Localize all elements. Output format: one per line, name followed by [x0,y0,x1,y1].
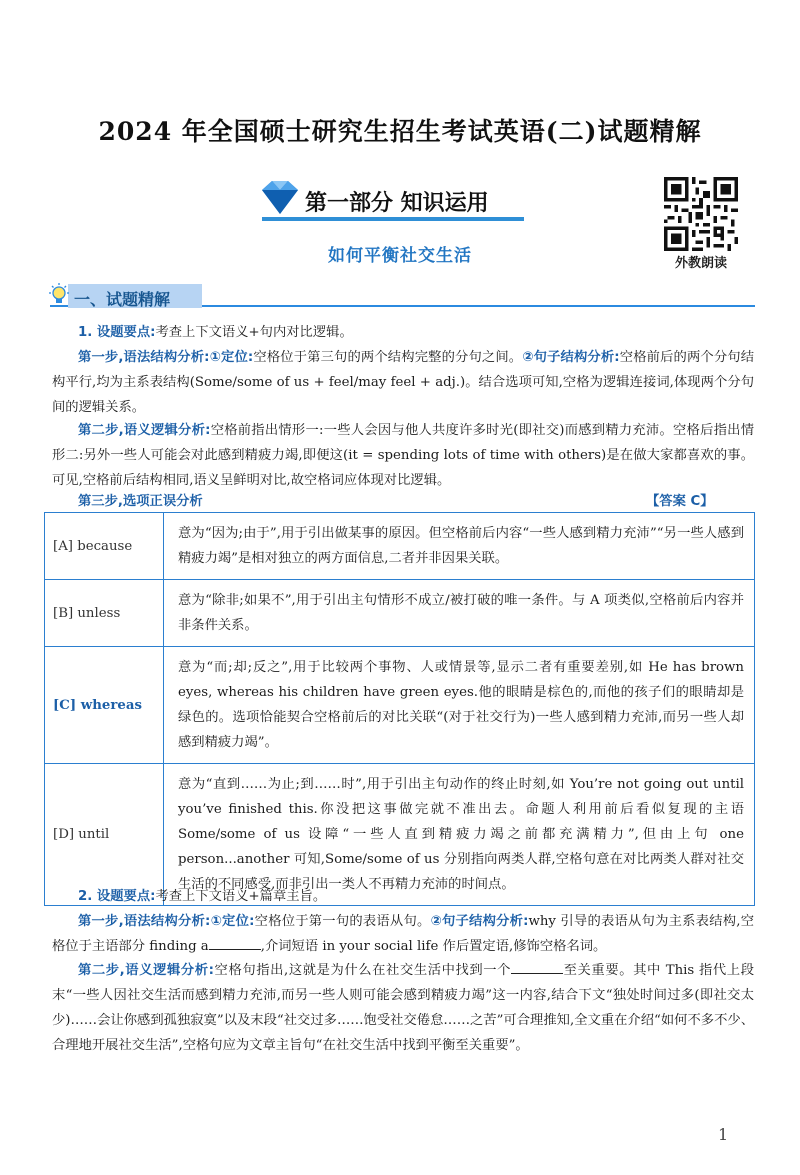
option-b-label: [B] unless [45,580,164,647]
article-subtitle: 如何平衡社交生活 [328,246,472,266]
option-row [45,513,755,580]
q2-step1-structure-text-a: why 引导的表语从句为主系表结构,空格位于主语部分 finding a [52,914,754,954]
q1-step1 [52,345,754,420]
q1-step1-structure-label: ②句子结构分析: [522,350,620,365]
q2-head-label: 2. 设题要点: [78,889,156,904]
section-title: 第一部分 知识运用 [305,191,489,216]
q1-step1-label: 第一步,语法结构分析: [78,350,210,365]
q1-head-text: 考查上下文语义+句内对比逻辑。 [155,325,353,340]
q1-step2-text: 空格前指出情形一:一些人会因与他人共度许多时光(即社交)而感到精力充沛。空格后指出情形二:另外一些人可能会对此感到精疲力竭,即便这(it = spending lots of time with others)是在做大家都喜欢的事。可见,空格前后结构相同,语义呈鲜明对比,故空格词应体现对比逻辑。 [52,423,754,488]
qr-caption: 外教朗读 [674,256,727,271]
q1-step2 [52,418,754,493]
answer-blank [511,961,563,974]
q2-step1-locate-label: ①定位: [210,914,255,929]
q2-step2-text-b: 至关重要。其中 This 指代上段末“一些人因社交生活而感到精力充沛,而另一些人则可能会感到精疲力竭”这一内容,结合下文“独处时间过多(即社交太少)……会让你感到孤独寂寞”以及末段“社交过多……饱受社交倦怠……之苦”可合理推知,全文重在介绍“如何不多不少、合理地开展社交生活”,空格句应为文章主旨句“在社交生活中找到平衡至关重要”。 [52,963,754,1053]
q2-header [52,884,754,909]
q1-head-label: 1. 设题要点: [78,325,156,340]
q1-step2-label: 第二步,语义逻辑分析: [78,423,211,438]
option-row [45,647,755,764]
q2-step2-label: 第二步,语义逻辑分析: [78,963,214,978]
option-a-text: 意为“因为;由于”,用于引出做某事的原因。但空格前后内容“一些人感到精力充沛”“另一些人感到精疲力竭”是相对独立的两方面信息,二者并非因果关联。 [164,513,755,580]
q2-step2 [52,958,754,1058]
q2-step1-structure-text-b: ,介词短语 in your social life 作后置定语,修饰空格名词。 [260,939,607,954]
q1-header [52,320,754,345]
section-underline [262,217,524,221]
page-number: 1 [718,1125,729,1144]
q1-step1-locate-text: 空格位于第三句的两个结构完整的分句之间。 [253,350,523,365]
option-a-label: [A] because [45,513,164,580]
answer-blank [209,937,261,950]
option-d-text: 意为“直到……为止;到……时”,用于引出主句动作的终止时刻,如 You’re not going out until you’ve finished this.你没把这事做完就不准出去。命题人利用前后看似复现的主语 Some/some of us 设障“一些人直到精疲力竭之前都充满精力”,但由上句 one person...another 可知,Some/some of us 分别指向两类人群,空格句意在对比两类人群对社交生活的不同感受,而非引出一类人不再精力充沛的时间点。 [164,764,755,906]
q2-step2-text-a: 空格句指出,这就是为什么在社交生活中找到一个 [213,963,512,978]
q2-step1-locate-text: 空格位于第一句的表语从句。 [254,914,431,929]
option-row [45,580,755,647]
options-table [44,512,755,906]
page-title: 2024 年全国硕士研究生招生考试英语(二)试题精解 [98,117,702,146]
banner-label: 一、试题精解 [74,290,171,309]
q2-step1-label: 第一步,语法结构分析: [78,914,211,929]
q2-step1-structure-label: ②句子结构分析: [430,914,529,929]
option-b-text: 意为“除非;如果不”,用于引出主句情形不成立/被打破的唯一条件。与 A 项类似,空格前后内容并非条件关系。 [164,580,755,647]
q2-head-text: 考查上下文语义+篇章主旨。 [155,889,327,904]
q1-step1-structure-text: 空格前后的两个分句结构平行,均为主系表结构(Some/some of us + feel/may feel + adj.)。结合选项可知,空格为逻辑连接词,体现两个分句间的逻辑关系。 [52,350,755,415]
q2-step1 [52,909,754,959]
q1-step1-locate-label: ①定位: [209,350,254,365]
qr-code-icon[interactable] [664,177,738,251]
q1-answer: 【答案 C】 [646,494,714,509]
diamond-icon [256,178,304,218]
option-d-label: [D] until [45,764,164,906]
lightbulb-icon [46,282,72,308]
option-c-text: 意为“而;却;反之”,用于比较两个事物、人或情景等,显示二者有重要差别,如 He has brown eyes, whereas his children have green eyes.他的眼睛是棕色的,而他的孩子们的眼睛却是绿色的。选项恰能契合空格前后的对比关联“(对于社交行为)一些人感到精力充沛,而另一些人却感到精疲力竭”。 [164,647,755,764]
option-c-label: [C] whereas [45,647,164,764]
q1-step3-label: 第三步,选项正误分析 [78,494,203,509]
